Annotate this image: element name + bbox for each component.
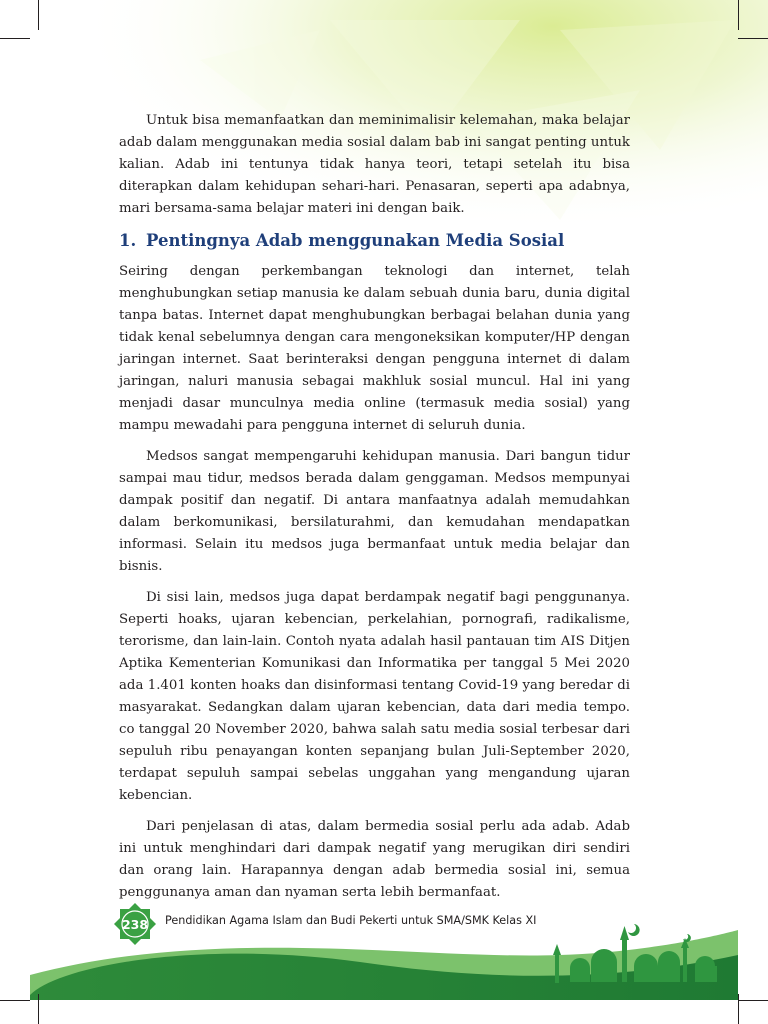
crop-mark xyxy=(38,0,39,30)
page-content xyxy=(119,110,630,913)
body-paragraph: Medsos sangat mempengaruhi kehidupan manusia. Dari bangun tidur sampai mau tidur, medsos berada dalam genggaman. Medsos mempunyai dampak positif dan negatif. Di antara manfaatnya adalah memudahkan dalam berkomunikasi, bersilaturahmi, dan kemudahan mendapatkan informasi. Selain itu medsos juga bermanfaat untuk media belajar dan bisnis. xyxy=(119,449,630,574)
crescent-moon-icon xyxy=(683,934,691,942)
body-paragraph: Seiring dengan perkembangan teknologi dan internet, telah menghubungkan setiap manusia ke dalam sebuah dunia baru, dunia digital tanpa batas. Internet dapat menghubungkan berbagai belahan dunia yang tidak kenal sebelumnya dengan cara mengoneksikan komputer/HP dengan jaringan internet. Saat berinteraksi dengan pengguna internet di dalam jaringan, naluri manusia sebagai makhluk sosial muncul. Hal ini yang menjadi dasar munculnya media online (termasuk media sosial) yang mampu mewadahi para pengguna internet di seluruh dunia. xyxy=(119,264,630,433)
body-paragraph: Di sisi lain, medsos juga dapat berdampak negatif bagi penggunanya. Seperti hoaks, ujaran kebencian, perkelahian, pornografi, radikalisme, terorisme, dan lain-lain. Contoh nyata adalah hasil pantauan tim AIS Ditjen Aptika Kementerian Komunikasi dan Informatika per tanggal 5 Mei 2020 ada 1.401 konten hoaks dan disinformasi tentang Covid-19 yang beredar di masyarakat. Sedangkan dalam ujaran kebencian, data dari media tempo. co tanggal 20 November 2020, bahwa salah satu media sosial terbesar dari sepuluh ribu penayangan konten sepanjang bulan Juli-September 2020, terdapat sepuluh sampai sebelas unggahan yang mengandung ujaran kebencian. xyxy=(119,590,630,803)
crop-mark xyxy=(738,38,768,39)
crop-mark xyxy=(738,994,739,1024)
book-title-footer: Pendidikan Agama Islam dan Budi Pekerti untuk SMA/SMK Kelas XI xyxy=(165,914,537,927)
body-paragraph: Dari penjelasan di atas, dalam bermedia sosial perlu ada adab. Adab ini untuk menghindari dari dampak negatif yang merugikan diri sendiri dan orang lain. Harapannya dengan adab bermedia sosial ini, semua penggunanya aman dan nyaman serta lebih bermanfaat. xyxy=(119,819,630,900)
crop-mark xyxy=(0,38,30,39)
page-number: 238 xyxy=(121,916,149,932)
crop-mark xyxy=(738,0,739,30)
crop-mark xyxy=(38,994,39,1024)
intro-paragraph: Untuk bisa memanfaatkan dan meminimalisir kelemahan, maka belajar adab dalam menggunakan media sosial dalam bab ini sangat penting untuk kalian. Adab ini tentunya tidak hanya teori, tetapi setelah itu bisa diterapkan dalam kehidupan sehari-hari. Penasaran, seperti apa adabnya, mari bersama-sama belajar materi ini dengan baik. xyxy=(119,113,630,216)
section-heading xyxy=(119,229,630,253)
crop-mark xyxy=(0,1000,30,1001)
crop-mark xyxy=(738,1000,768,1001)
section-title: Pentingnya Adab menggunakan Media Sosial xyxy=(146,231,565,250)
crescent-moon-icon xyxy=(628,924,640,936)
section-number: 1. xyxy=(119,231,137,250)
